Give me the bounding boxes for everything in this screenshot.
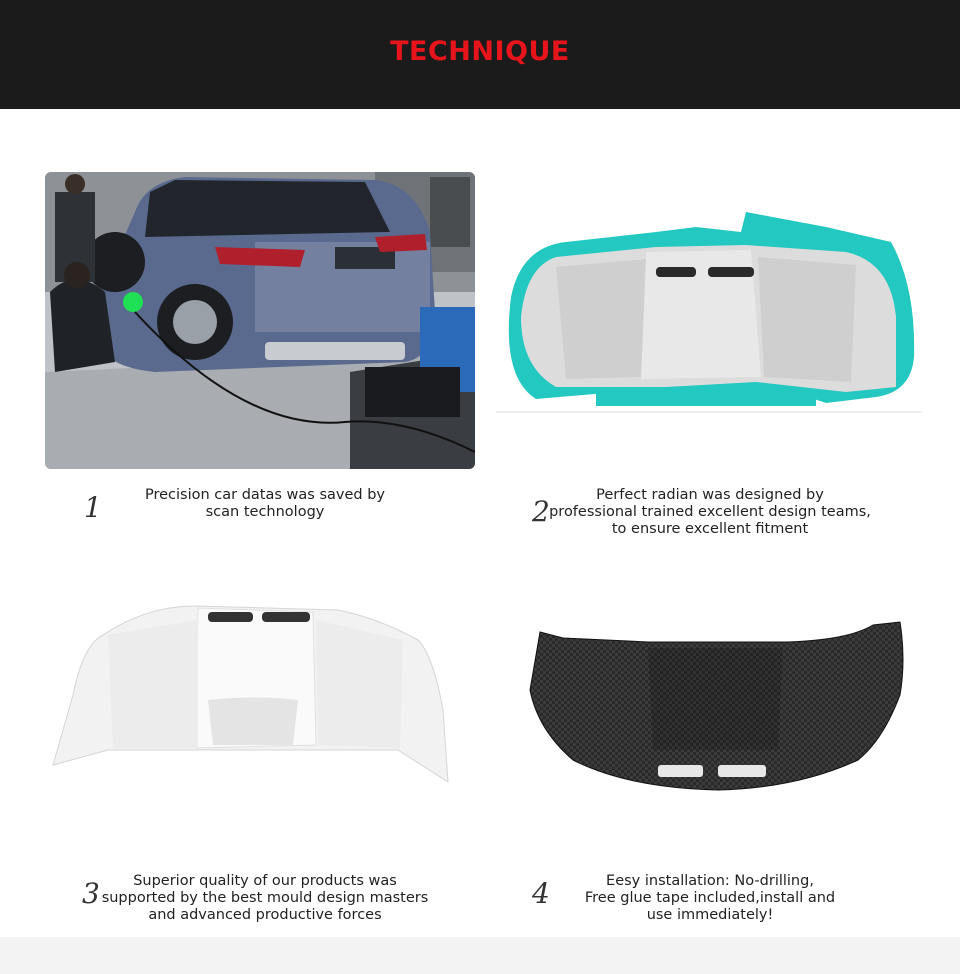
caption-line: and advanced productive forces xyxy=(148,907,382,923)
carbon-fiber-diffuser xyxy=(528,620,908,792)
caption-line: professional trained excellent design teams, xyxy=(549,504,871,520)
caption-line: to ensure excellent fitment xyxy=(611,521,809,537)
step-caption xyxy=(545,487,875,538)
header-bar xyxy=(0,0,960,109)
step-number: 1 xyxy=(84,491,102,524)
caption-line: Eesy installation: No-drilling, xyxy=(606,873,814,889)
step-caption xyxy=(575,873,845,924)
caption-line: Perfect radian was designed by xyxy=(596,487,824,503)
white-mould-diffuser xyxy=(48,600,454,786)
scan-photo xyxy=(45,172,475,469)
step-number: 4 xyxy=(532,877,550,910)
page-title: TECHNIQUE xyxy=(390,36,570,67)
caption-line: Free glue tape included,install and xyxy=(584,890,836,906)
caption-line: scan technology xyxy=(205,504,325,520)
step-caption xyxy=(98,873,432,924)
caption-line: supported by the best mould design masters xyxy=(101,890,429,906)
caption-line: Precision car datas was saved by xyxy=(144,487,385,503)
step-number: 3 xyxy=(82,877,100,910)
step-number: 2 xyxy=(532,495,550,528)
footer-strip xyxy=(0,937,960,974)
caption-line: use immediately! xyxy=(646,907,774,923)
caption-line: Superior quality of our products was xyxy=(133,873,397,889)
scan-model-render xyxy=(496,207,922,413)
step-caption xyxy=(115,487,415,521)
